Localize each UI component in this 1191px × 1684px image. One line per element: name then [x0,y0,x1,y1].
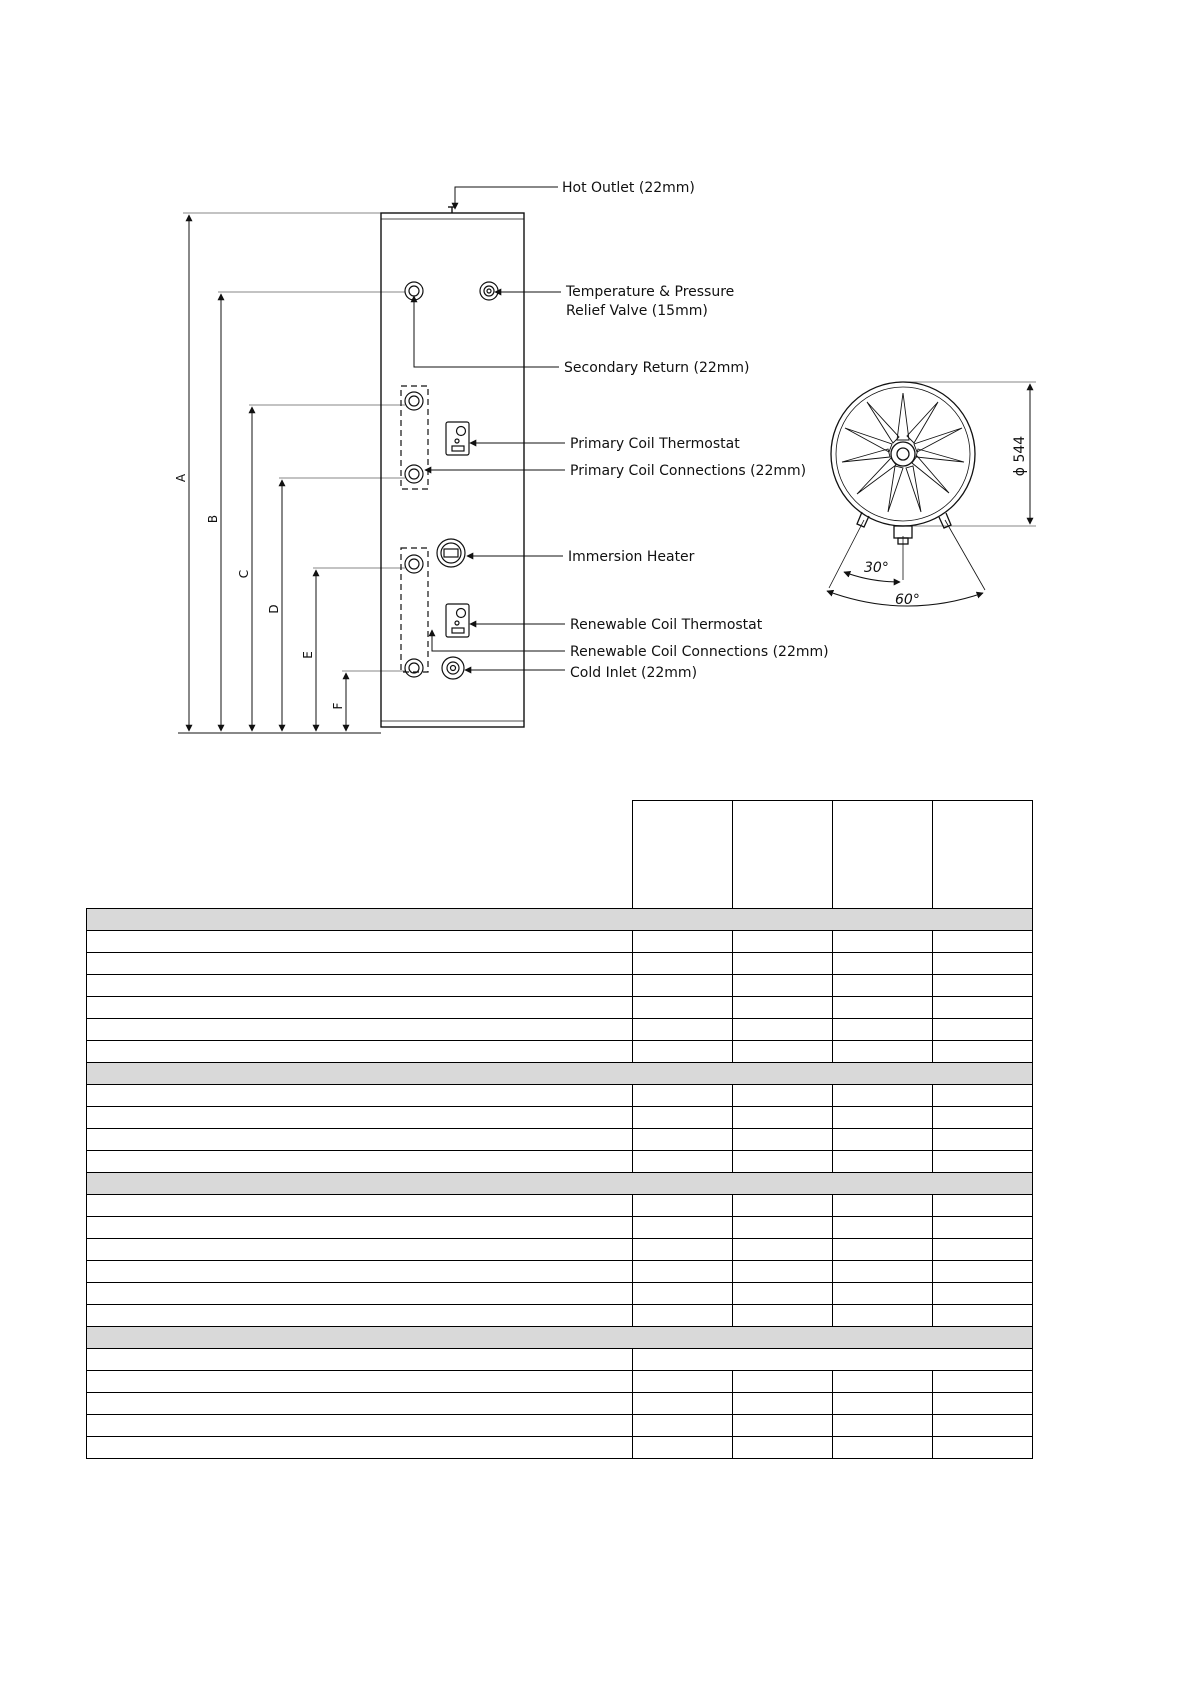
primary-connections-label: Primary Coil Connections (22mm) [570,463,807,479]
table-cell [833,975,933,997]
hot-outlet-label: Hot Outlet (22mm) [562,180,695,196]
table-cell [733,1239,833,1261]
table-cell [833,1437,933,1459]
component-labels [562,180,829,681]
table-row [87,1371,1033,1393]
tp-relief-valve-port [480,282,498,300]
table-cell [833,953,933,975]
table-cell [633,1195,733,1217]
primary-coil-lower-port [405,465,423,483]
table-cell [933,1239,1033,1261]
table-cell [633,953,733,975]
table-row [87,1129,1033,1151]
primary-thermostat-icon [446,422,469,455]
table-header-cell [833,801,933,909]
table-cell [833,1261,933,1283]
table-row [87,931,1033,953]
table-section-header [87,1173,1033,1195]
table-cell [933,931,1033,953]
table-cell [933,997,1033,1019]
table-row-label [87,1107,633,1129]
angle-30-label: 30° [864,560,889,576]
table-row [87,1283,1033,1305]
table-cell [633,1151,733,1173]
table-cell [633,1107,733,1129]
table-cell [933,1283,1033,1305]
table-cell [933,1085,1033,1107]
table-row-label [87,953,633,975]
cold-inlet-port [442,657,464,679]
table-cell [833,1107,933,1129]
table-header-row [87,801,1033,909]
table-cell [633,1371,733,1393]
table-cell [833,1393,933,1415]
table-cell [633,1305,733,1327]
table-row [87,1085,1033,1107]
table-cell [733,975,833,997]
dimension-a-label: A [174,473,188,483]
secondary-return-label: Secondary Return (22mm) [564,360,750,376]
table-cell [633,1129,733,1151]
table-cell [733,997,833,1019]
cylinder-front-view [381,207,524,727]
renewable-coil-lower-port [405,659,423,677]
dimension-d-label: D [267,604,281,614]
table-cell [833,1041,933,1063]
table-cell [833,1019,933,1041]
primary-coil-upper-port [405,392,423,410]
table-cell [633,1415,733,1437]
table-cell [733,1283,833,1305]
table-cell [933,1415,1033,1437]
table-cell [933,1151,1033,1173]
table-cell [733,1195,833,1217]
table-row-label [87,1019,633,1041]
table-cell [933,1217,1033,1239]
table-row-label [87,1305,633,1327]
table-cell [933,1129,1033,1151]
table-cell [733,1371,833,1393]
table-cell [633,1261,733,1283]
table-cell [933,1437,1033,1459]
cylinder-ports [401,282,498,679]
table-section-header [87,1327,1033,1349]
primary-thermostat-label: Primary Coil Thermostat [570,436,740,452]
table-cell [933,1371,1033,1393]
table-cell [833,1371,933,1393]
table-row-label [87,1129,633,1151]
table-cell [733,1041,833,1063]
table-section-header [87,1063,1033,1085]
renewable-coil-upper-port [405,555,423,573]
table-row [87,1041,1033,1063]
renewable-thermostat-icon [446,604,469,637]
table-cell [833,1085,933,1107]
table-cell [633,1393,733,1415]
table-cell [733,931,833,953]
cylinder-diagram [0,0,1191,750]
table-row [87,1415,1033,1437]
table-row [87,1217,1033,1239]
dimension-b-label: B [206,514,220,524]
table-cell [833,1195,933,1217]
table-cell [733,1085,833,1107]
table-row-label [87,1415,633,1437]
table-header-cell [733,801,833,909]
table-row-label [87,1349,633,1371]
table-cell [733,1151,833,1173]
table-row-label [87,1195,633,1217]
tp-relief-label-line2: Relief Valve (15mm) [566,303,708,319]
table-row [87,975,1033,997]
leader-lines [414,187,565,670]
renewable-thermostat-label: Renewable Coil Thermostat [570,617,763,633]
table-row-label [87,1151,633,1173]
specification-table [86,800,1033,1459]
table-cell [833,1305,933,1327]
table-row-label [87,1371,633,1393]
table-row [87,1107,1033,1129]
dimension-labels [174,473,345,709]
table-header-cell [633,801,733,909]
table-row-label [87,1261,633,1283]
dimension-f-label: F [331,702,345,710]
table-cell [733,1107,833,1129]
table-cell [633,1217,733,1239]
table-row [87,1305,1033,1327]
table-cell [833,1151,933,1173]
diameter-label: ϕ 544 [1012,435,1028,477]
table-cell [733,1129,833,1151]
table-row-label [87,1283,633,1305]
table-cell [633,1437,733,1459]
table-row-label [87,975,633,997]
table-section-header [87,909,1033,931]
table-row [87,1195,1033,1217]
dimension-lines [178,213,405,733]
table-cell [633,975,733,997]
table-cell [833,1217,933,1239]
table-cell [633,1085,733,1107]
table-cell [933,1305,1033,1327]
table-cell [833,997,933,1019]
cylinder-top-view [827,382,1036,606]
table-cell [633,1019,733,1041]
table-row [87,1437,1033,1459]
table-cell [733,1415,833,1437]
table-row [87,997,1033,1019]
table-row-label [87,1217,633,1239]
table-cell [933,953,1033,975]
table-row [87,1151,1033,1173]
table-cell [733,1261,833,1283]
table-cell [833,1239,933,1261]
table-header-cell [933,801,1033,909]
table-cell [733,1305,833,1327]
table-row [87,1349,1033,1371]
table-row-label [87,1239,633,1261]
table-row [87,1261,1033,1283]
angle-60-label: 60° [895,592,920,608]
dimension-c-label: C [237,569,251,579]
table-cell [933,1393,1033,1415]
table-cell [733,1437,833,1459]
table-cell [633,1349,1033,1371]
table-cell [733,953,833,975]
table-cell [833,931,933,953]
heat-fins [842,393,964,512]
table-row-label [87,997,633,1019]
table-cell [733,1393,833,1415]
tp-relief-label-line1: Temperature & Pressure [566,284,735,300]
table-cell [633,931,733,953]
table-cell [833,1129,933,1151]
table-cell [933,1107,1033,1129]
table-cell [633,1283,733,1305]
table-row [87,1239,1033,1261]
table-row-label [87,1437,633,1459]
renewable-connections-label: Renewable Coil Connections (22mm) [570,644,829,660]
table-cell [933,1261,1033,1283]
table-row [87,1393,1033,1415]
cold-inlet-label: Cold Inlet (22mm) [570,665,698,681]
table-cell [933,1041,1033,1063]
table-cell [933,1019,1033,1041]
table-cell [633,1041,733,1063]
dimension-e-label: E [301,651,315,659]
table-cell [933,1195,1033,1217]
table-cell [633,1239,733,1261]
table-row [87,953,1033,975]
table-row-label [87,931,633,953]
table-row-label [87,1085,633,1107]
immersion-heater-label: Immersion Heater [568,549,695,565]
immersion-heater-icon [437,539,465,567]
table-cell [733,1217,833,1239]
table-cell [933,975,1033,997]
table-cell [833,1283,933,1305]
table-cell [633,997,733,1019]
table-row-label [87,1041,633,1063]
table-row [87,1019,1033,1041]
table-row-label [87,1393,633,1415]
table-cell [833,1415,933,1437]
table-cell [733,1019,833,1041]
